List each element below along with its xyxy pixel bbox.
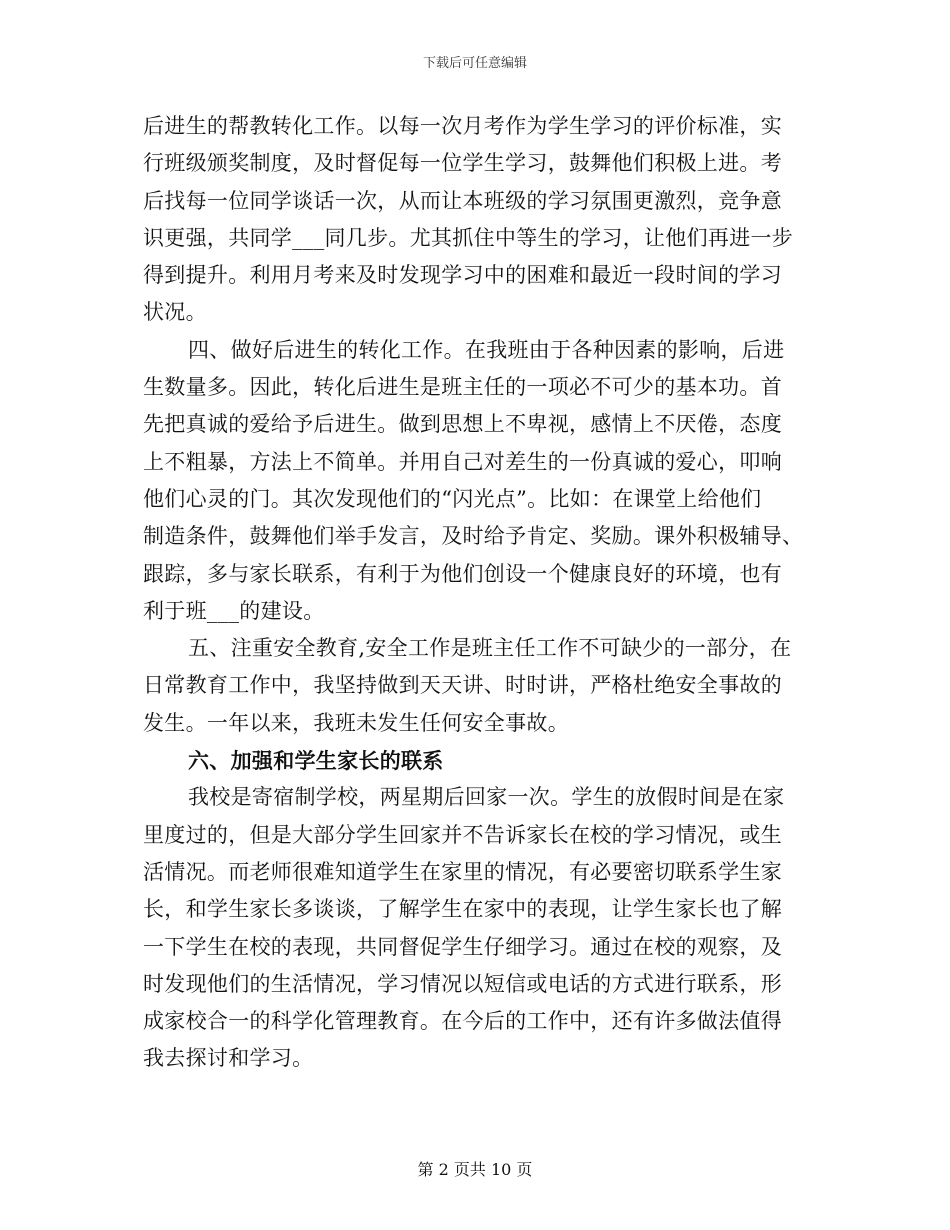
- section-heading: 六、加强和学生家长的联系: [188, 748, 444, 774]
- text-line: 他们心灵的门。其次发现他们的“闪光点”。比如：在课堂上给他们: [143, 486, 762, 511]
- text-line: 生数量多。因此，转化后进生是班主任的一项必不可少的基本功。首: [143, 375, 782, 400]
- text-line: 里度过的，但是大部分学生回家并不告诉家长在校的学习情况，或生: [143, 822, 782, 847]
- text-line: 一下学生在校的表现，共同督促学生仔细学习。通过在校的观察，及: [143, 934, 782, 959]
- page-number: 第 2 页共 10 页: [417, 1160, 533, 1179]
- document-body: [143, 108, 809, 1078]
- text-line: 成家校合一的科学化管理教育。在今后的工作中，还有许多做法值得: [143, 1009, 782, 1034]
- text-line: 时发现他们的生活情况，学习情况以短信或电话的方式进行联系，形: [143, 971, 782, 996]
- text-line: 跟踪，多与家长联系，有利于为他们创设一个健康良好的环境，也有: [143, 561, 782, 586]
- text-line: 状况。: [143, 300, 207, 325]
- text-line: 后进生的帮教转化工作。以每一次月考作为学生学习的评价标准，实: [143, 114, 782, 138]
- text-line: 制造条件，鼓舞他们举手发言，及时给予肯定、奖励。课外积极辅导、: [143, 524, 804, 549]
- text-line: 我去探讨和学习。: [143, 1046, 314, 1071]
- text-line: 日常教育工作中，我坚持做到天天讲、时时讲，严格杜绝安全事故的: [143, 673, 782, 698]
- text-line: 利于班___的建设。: [143, 598, 325, 623]
- text-line: 活情况。而老师很难知道学生在家里的情况，有必要密切联系学生家: [143, 859, 782, 884]
- text-line: 得到提升。利用月考来及时发现学习中的困难和最近一段时间的学习: [143, 263, 782, 288]
- text-line: 长，和学生家长多谈谈，了解学生在家中的表现，让学生家长也了解: [143, 897, 782, 922]
- text-line: 五、注重安全教育,安全工作是班主任工作不可缺少的一部分，在: [188, 636, 792, 661]
- text-line: 先把真诚的爱给予后进生。做到思想上不卑视，感情上不厌倦，态度: [143, 412, 782, 437]
- text-line: 后找每一位同学谈话一次，从而让本班级的学习氛围更激烈，竞争意: [143, 188, 782, 213]
- text-line: 上不粗暴，方法上不简单。并用自己对差生的一份真诚的爱心，叩响: [143, 449, 782, 474]
- text-line: 行班级颁奖制度，及时督促每一位学生学习，鼓舞他们积极上进。考: [143, 151, 782, 176]
- text-line: 识更强，共同学___同几步。尤其抓住中等生的学习，让他们再进一步: [143, 225, 794, 250]
- text-line: 发生。一年以来，我班未发生任何安全事故。: [143, 710, 569, 735]
- text-line: 我校是寄宿制学校，两星期后回家一次。学生的放假时间是在家: [188, 785, 785, 810]
- page-header: 下载后可任意编辑: [422, 56, 527, 71]
- text-line: 四、做好后进生的转化工作。在我班由于各种因素的影响，后进: [188, 337, 785, 362]
